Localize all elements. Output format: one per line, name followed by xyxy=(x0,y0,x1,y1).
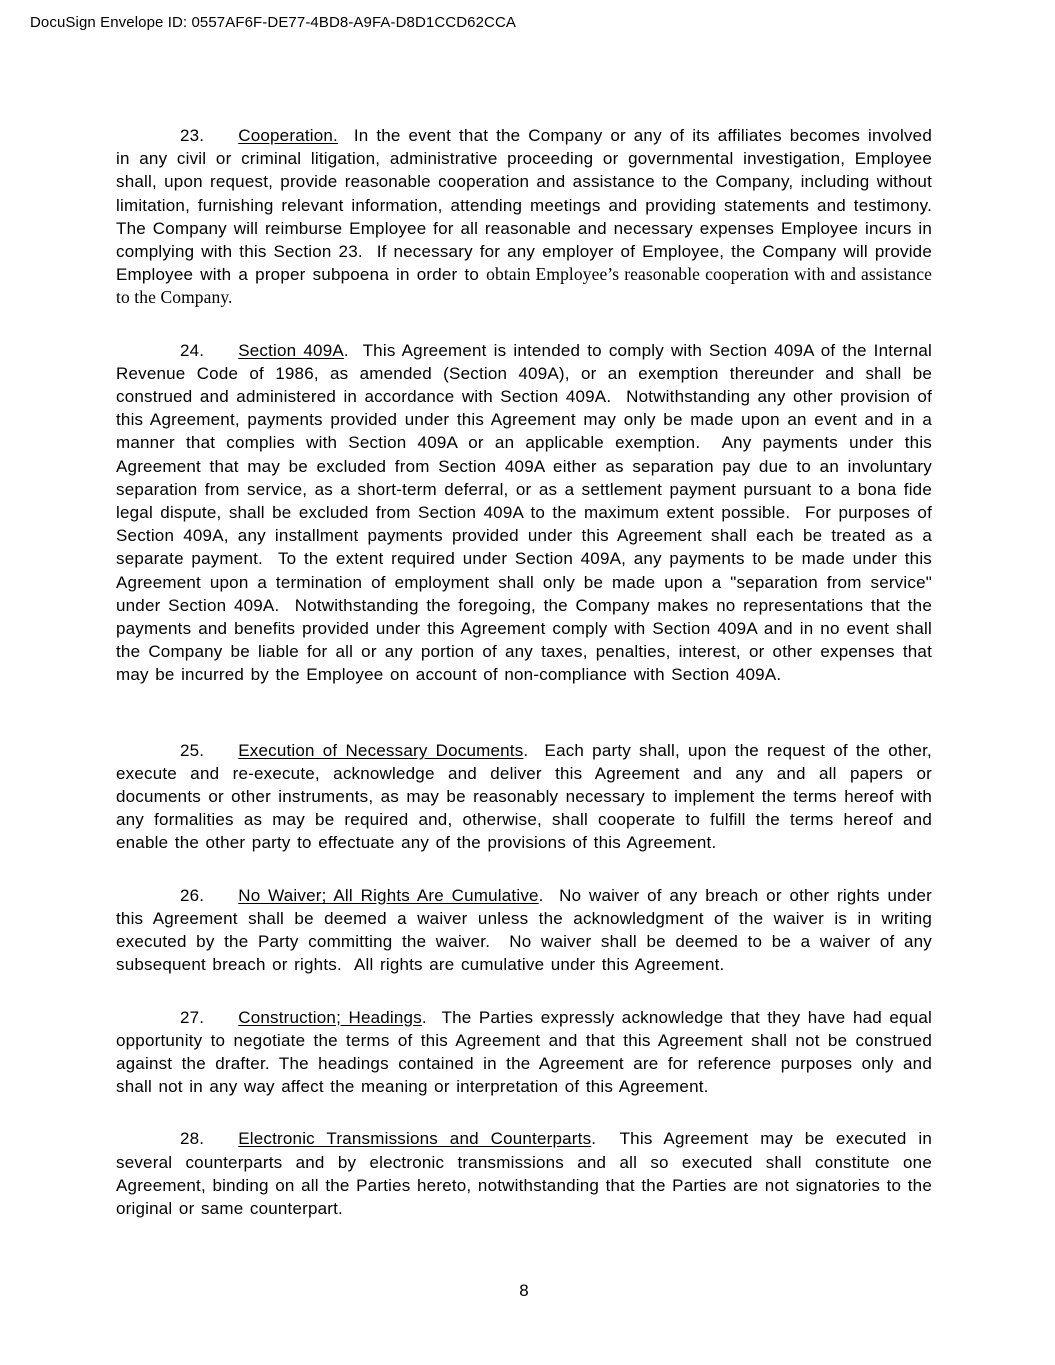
section-title: Electronic Transmissions and Counterparts xyxy=(238,1129,592,1149)
section-number: 27. xyxy=(180,1007,205,1027)
section-number: 26. xyxy=(180,885,205,905)
section-title: No Waiver; All Rights Are Cumulative xyxy=(238,885,539,905)
section-number: 23. xyxy=(180,126,205,145)
paragraph-28 xyxy=(116,1127,939,1220)
section-title: Construction; Headings xyxy=(238,1007,422,1027)
paragraph-24 xyxy=(116,339,939,687)
page-number: 8 xyxy=(519,1281,529,1300)
paragraph-25 xyxy=(116,739,939,855)
document-content xyxy=(116,124,946,1249)
section-body: . This Agreement may be executed in several counterparts and by electronic transmissions and all so executed shall constitute one Agreement, binding on all the Parties hereto, notwithstanding that the Parties are not signatories to the original or same counterpart. xyxy=(116,1129,939,1218)
section-title: Execution of Necessary Documents xyxy=(238,740,524,760)
section-body: . This Agreement is intended to comply with Section 409A of the Internal Revenue Code of 1986, as amended (Section 409A), or an exemption thereunder and shall be construed and administered in accordance with Section 409A. Notwithstanding any other provision of this Agreement, payments provided under this Agreement may only be made upon an event and in a manner that complies with Section 409A or an applicable exemption. Any payments under this Agreement that may be excluded from Section 409A either as separation pay due to an involuntary separation from service, as a short-term deferral, or as a settlement payment pursuant to a bona fide legal dispute, shall be excluded from Section 409A to the maximum extent possible. For purposes of Section 409A, any installment payments provided under this Agreement shall each be treated as a separate payment. To the extent required under Section 409A, any payments to be made under this Agreement upon a termination of employment shall only be made upon a "separation from service" under Section 409A. Notwithstanding the foregoing, the Company makes no representations that the payments and benefits provided under this Agreement comply with Section 409A and in no event shall the Company be liable for all or any portion of any taxes, penalties, interest, or other expenses that may be incurred by the Employee on account of non-compliance with Section 409A. xyxy=(116,340,939,685)
section-number: 24. xyxy=(180,340,205,360)
paragraph-27 xyxy=(116,1006,939,1099)
section-title: Cooperation. xyxy=(238,126,338,145)
section-body: . The Parties expressly acknowledge that they have had equal opportunity to negotiate the terms of this Agreement and that this Agreement shall not be construed against the drafter. The headings contained in the Agreement are for reference purposes only and shall not in any way affect the meaning or interpretation of this Agreement. xyxy=(116,1007,939,1097)
section-body: . Each party shall, upon the request of the other, execute and re-execute, acknowledge and deliver this Agreement and any and all papers or documents or other instruments, as may be reasonably necessary to implement the terms hereof with any formalities as may be required and, otherwise, shall cooperate to fulfill the terms hereof and enable the other party to effectuate any of the provisions of this Agreement. xyxy=(116,740,939,853)
section-body: . No waiver of any breach or other rights under this Agreement shall be deemed a waiver unless the acknowledgment of the waiver is in writing executed by the Party committing the waiver. No waiver shall be deemed to be a waiver of any subsequent breach or rights. All rights are cumulative under this Agreement. xyxy=(116,885,939,975)
paragraph-23 xyxy=(116,124,946,310)
section-title: Section 409A xyxy=(238,340,344,360)
section-number: 25. xyxy=(180,740,205,760)
docusign-envelope-id: DocuSign Envelope ID: 0557AF6F-DE77-4BD8-A9FA-D8D1CCD62CCA xyxy=(30,14,517,31)
paragraph-26 xyxy=(116,884,939,977)
section-body: In the event that the Company or any of its affiliates becomes involved in any civil or criminal litigation, administrative proceeding or governmental investigation, Employee shall, upon request, provide reasonable cooperation and assistance to the Company, including without limitation, furnishing relevant information, attending meetings and providing statements and testimony. The Company will reimburse Employee for all reasonable and necessary expenses Employee incurs in complying with this Section 23. If necessary for any employer of Employee, the Company will provide Employee with a proper subpoena in order to xyxy=(116,126,946,285)
section-body-serif: obtain Employee’s reasonable cooperation with and assistance to the Company. xyxy=(116,264,937,308)
section-number: 28. xyxy=(180,1129,205,1149)
